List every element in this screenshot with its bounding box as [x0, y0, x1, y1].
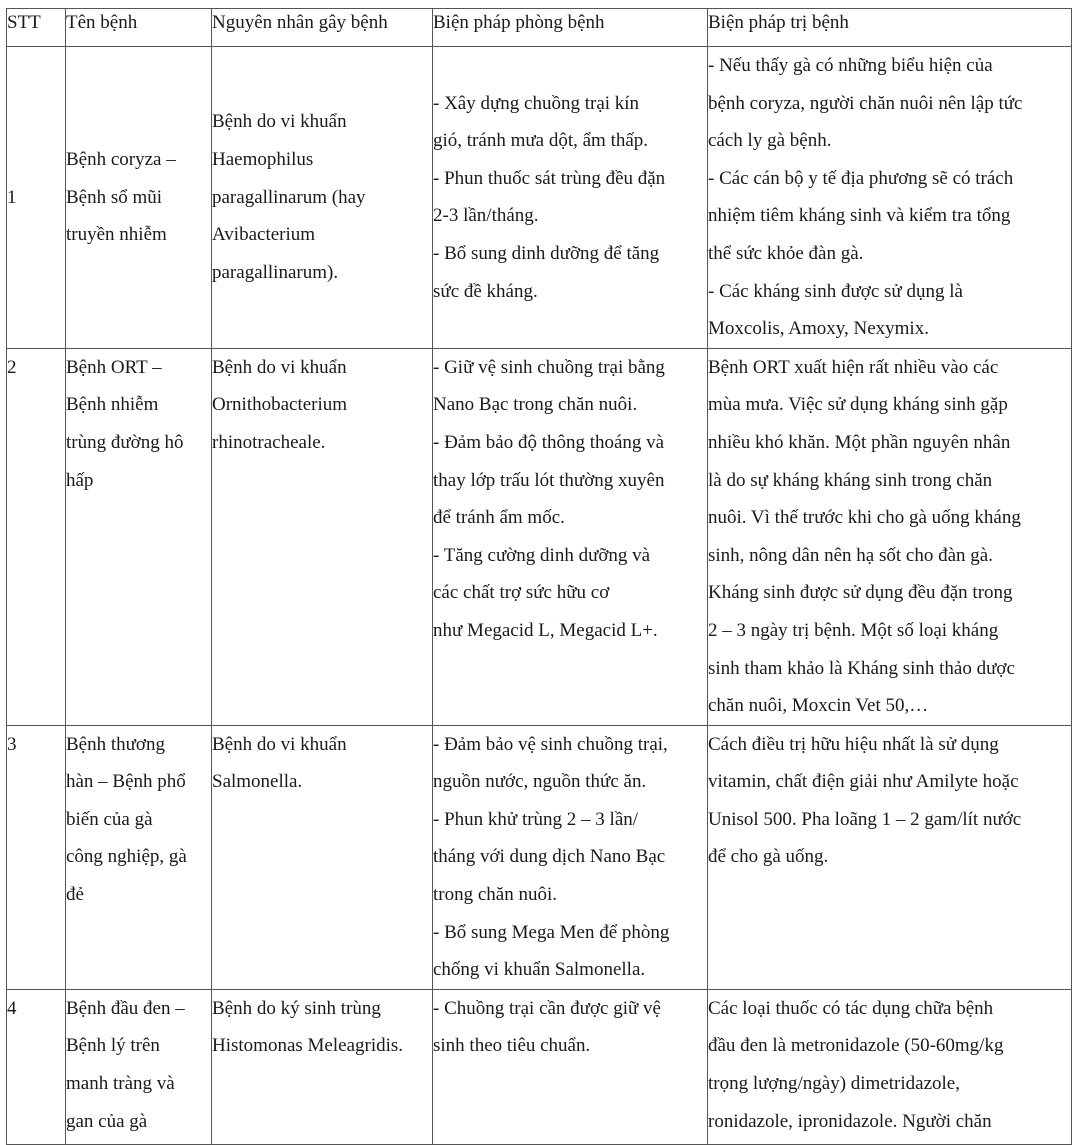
- cell-text-line: - Chuồng trại cần được giữ vệ: [433, 997, 661, 1019]
- cell-name: [66, 725, 212, 989]
- cell-text-line: Các loại thuốc có tác dụng chữa bệnh: [708, 997, 994, 1019]
- cell-text-line: Avibacterium: [212, 224, 316, 246]
- cell-text-line: ronidazole, ipronidazole. Người chăn: [708, 1110, 992, 1132]
- cell-text-line: đẻ: [66, 884, 84, 906]
- cell-text-line: paragallinarum (hay: [212, 186, 366, 208]
- cell-text-line: để cho gà uống.: [708, 846, 829, 868]
- cell-text-line: nguồn nước, nguồn thức ăn.: [433, 771, 647, 793]
- cell-text-line: thể sức khỏe đàn gà.: [708, 242, 864, 264]
- cell-prevention: [433, 47, 708, 349]
- cell-text-line: Kháng sinh được sử dụng đều đặn trong: [708, 582, 1013, 604]
- cell-text-line: Bệnh coryza –: [66, 148, 176, 170]
- cell-text-line: Nano Bạc trong chăn nuôi.: [433, 394, 638, 416]
- header-row: [7, 9, 1072, 47]
- cell-text-line: Ornithobacterium: [212, 394, 348, 416]
- cell-stt: [7, 725, 66, 989]
- cell-text-line: Bệnh lý trên: [66, 1035, 160, 1057]
- cell-prevention: [433, 348, 708, 725]
- cell-text-line: sinh, nông dân nên hạ sốt cho đàn gà.: [708, 544, 993, 566]
- cell-text-line: trọng lượng/ngày) dimetridazole,: [708, 1073, 960, 1095]
- cell-text-line: 3: [7, 733, 17, 755]
- cell-text-line: bệnh coryza, người chăn nuôi nên lập tức: [708, 92, 1023, 114]
- cell-text-line: Bệnh do ký sinh trùng: [212, 997, 381, 1019]
- cell-text-line: sinh tham khảo là Kháng sinh thảo dược: [708, 657, 1015, 679]
- cell-text-line: - Nếu thấy gà có những biểu hiện của: [708, 55, 993, 76]
- cell-cause: [212, 47, 433, 349]
- cell-text-line: Bệnh sổ mũi: [66, 186, 163, 208]
- header-prevention: Biện pháp phòng bệnh: [433, 9, 708, 47]
- cell-cause: [212, 725, 433, 989]
- cell-text-line: paragallinarum).: [212, 261, 339, 283]
- cell-text-line: - Bổ sung Mega Men để phòng: [433, 921, 670, 943]
- cell-text-line: để tránh ẩm mốc.: [433, 507, 565, 529]
- cell-text-line: vitamin, chất điện giải như Amilyte hoặc: [708, 771, 1019, 793]
- cell-text-line: như Megacid L, Megacid L+.: [433, 619, 658, 641]
- cell-treatment: [708, 989, 1072, 1144]
- cell-text-line: 1: [7, 186, 17, 208]
- disease-table: [6, 8, 1072, 1145]
- cell-text-line: nhiều khó khăn. Một phần nguyên nhân: [708, 431, 1011, 453]
- cell-text-line: - Giữ vệ sinh chuồng trại bằng: [433, 356, 665, 378]
- cell-text-line: sức đề kháng.: [433, 280, 538, 302]
- cell-text-line: biến của gà: [66, 808, 153, 830]
- cell-text-line: - Các cán bộ y tế địa phương sẽ có trách: [708, 167, 1014, 189]
- header-cause: Nguyên nhân gây bệnh: [212, 9, 433, 47]
- cell-text-line: gió, tránh mưa dột, ẩm thấp.: [433, 130, 649, 152]
- cell-text-line: 4: [7, 997, 17, 1019]
- cell-text-line: Haemophilus: [212, 148, 314, 170]
- cell-text-line: Salmonella.: [212, 771, 303, 793]
- cell-text-line: Moxcolis, Amoxy, Nexymix.: [708, 318, 929, 340]
- cell-text-line: Bệnh thương: [66, 733, 165, 755]
- cell-cause: [212, 989, 433, 1144]
- cell-text-line: tháng với dung dịch Nano Bạc: [433, 846, 666, 868]
- cell-text-line: 2 – 3 ngày trị bệnh. Một số loại kháng: [708, 619, 999, 641]
- cell-text-line: gan của gà: [66, 1110, 148, 1132]
- cell-text-line: - Phun thuốc sát trùng đều đặn: [433, 167, 666, 189]
- cell-text-line: đầu đen là metronidazole (50-60mg/kg: [708, 1035, 1004, 1057]
- cell-text-line: Histomonas Meleagridis.: [212, 1035, 404, 1057]
- header-treatment: Biện pháp trị bệnh: [708, 9, 1072, 47]
- cell-text-line: - Tăng cường dinh dưỡng và: [433, 544, 651, 566]
- cell-text-line: Unisol 500. Pha loãng 1 – 2 gam/lít nước: [708, 808, 1022, 830]
- cell-prevention: [433, 725, 708, 989]
- cell-text-line: Bệnh đầu đen –: [66, 997, 185, 1019]
- cell-text-line: mùa mưa. Việc sử dụng kháng sinh gặp: [708, 394, 1008, 416]
- cell-text-line: Bệnh nhiễm: [66, 394, 159, 416]
- cell-treatment: [708, 348, 1072, 725]
- cell-text-line: 2-3 lần/tháng.: [433, 205, 539, 227]
- cell-name: [66, 989, 212, 1144]
- cell-text-line: chăn nuôi, Moxcin Vet 50,…: [708, 695, 929, 717]
- header-stt: STT: [7, 9, 66, 47]
- cell-text-line: công nghiệp, gà: [66, 846, 187, 868]
- cell-text-line: trong chăn nuôi.: [433, 884, 558, 906]
- cell-text-line: là do sự kháng kháng sinh trong chăn: [708, 469, 993, 491]
- cell-name: [66, 47, 212, 349]
- cell-text-line: - Phun khử trùng 2 – 3 lần/: [433, 808, 639, 830]
- cell-text-line: hàn – Bệnh phổ: [66, 771, 186, 793]
- cell-text-line: cách ly gà bệnh.: [708, 130, 832, 152]
- cell-text-line: chống vi khuẩn Salmonella.: [433, 959, 646, 981]
- cell-text-line: rhinotracheale.: [212, 431, 326, 453]
- cell-text-line: nhiệm tiêm kháng sinh và kiểm tra tổng: [708, 205, 1011, 227]
- table-row: [7, 989, 1072, 1144]
- cell-treatment: [708, 725, 1072, 989]
- cell-text-line: Bệnh do vi khuẩn: [212, 111, 347, 133]
- cell-cause: [212, 348, 433, 725]
- cell-stt: [7, 989, 66, 1144]
- cell-prevention: [433, 989, 708, 1144]
- cell-text-line: Bệnh ORT –: [66, 356, 162, 378]
- cell-text-line: - Xây dựng chuồng trại kín: [433, 92, 640, 114]
- cell-text-line: Bệnh do vi khuẩn: [212, 733, 347, 755]
- cell-text-line: 2: [7, 356, 17, 378]
- cell-text-line: - Đảm bảo vệ sinh chuồng trại,: [433, 733, 668, 755]
- cell-name: [66, 348, 212, 725]
- cell-text-line: - Các kháng sinh được sử dụng là: [708, 280, 963, 302]
- cell-text-line: thay lớp trấu lót thường xuyên: [433, 469, 665, 491]
- cell-text-line: truyền nhiễm: [66, 224, 167, 246]
- cell-text-line: các chất trợ sức hữu cơ: [433, 582, 610, 604]
- table-row: [7, 348, 1072, 725]
- cell-stt: [7, 348, 66, 725]
- cell-text-line: - Bổ sung dinh dưỡng để tăng: [433, 242, 660, 264]
- table-row: [7, 47, 1072, 349]
- cell-text-line: Cách điều trị hữu hiệu nhất là sử dụng: [708, 733, 999, 755]
- cell-treatment: [708, 47, 1072, 349]
- table-row: [7, 725, 1072, 989]
- cell-text-line: sinh theo tiêu chuẩn.: [433, 1035, 591, 1057]
- cell-text-line: trùng đường hô: [66, 431, 184, 453]
- cell-text-line: Bệnh ORT xuất hiện rất nhiều vào các: [708, 356, 999, 378]
- cell-text-line: manh tràng và: [66, 1073, 175, 1095]
- cell-text-line: nuôi. Vì thế trước khi cho gà uống kháng: [708, 507, 1021, 529]
- header-disease-name: Tên bệnh: [66, 9, 212, 47]
- cell-stt: [7, 47, 66, 349]
- cell-text-line: Bệnh do vi khuẩn: [212, 356, 347, 378]
- cell-text-line: - Đảm bảo độ thông thoáng và: [433, 431, 665, 453]
- cell-text-line: hấp: [66, 469, 94, 491]
